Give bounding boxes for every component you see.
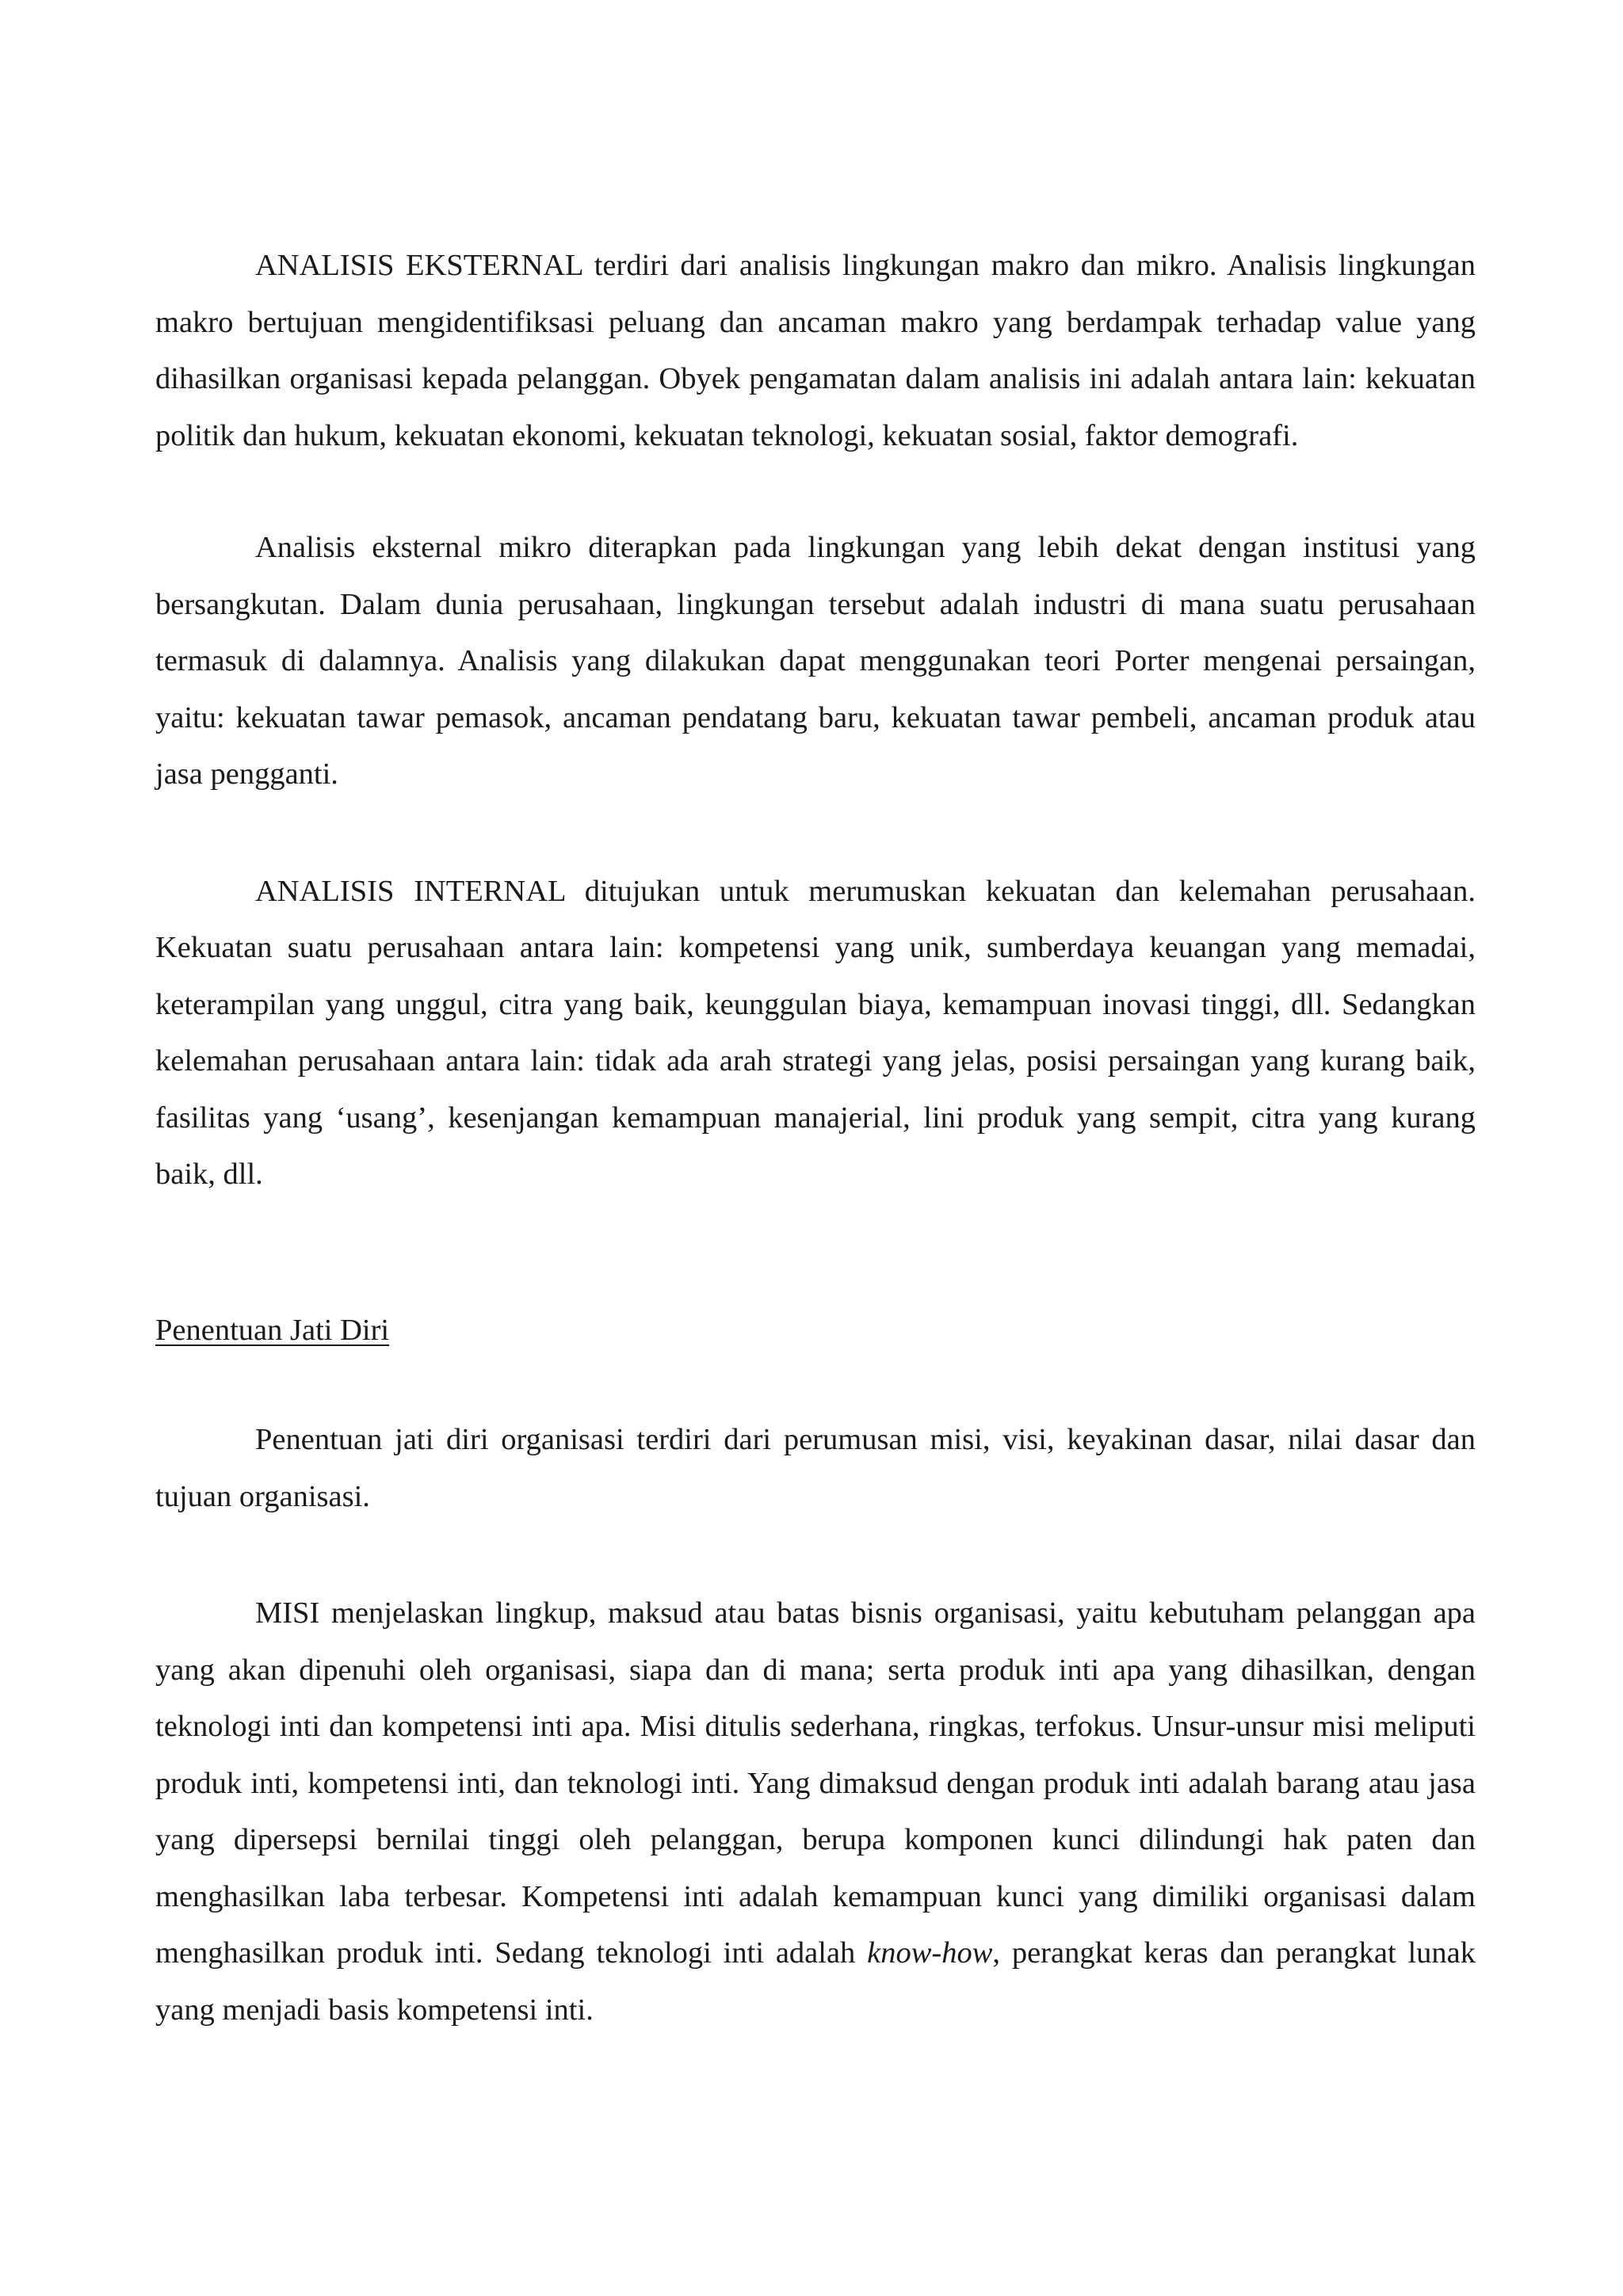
paragraph-analisis-eksternal: ANALISIS EKSTERNAL terdiri dari analisis lingkungan makro dan mikro. Analisis lingkungan makro bertujuan mengidentifiksasi peluang dan ancaman makro yang berdampak terhadap value yang dihasilkan organisasi kepada pelanggan. Obyek pengamatan dalam analisis ini adalah antara lain: kekuatan politik dan hukum, kekuatan ekonomi, kekuatan teknologi, kekuatan sosial, faktor demografi. — [155, 249, 1476, 452]
section-heading-penentuan-jati-diri: Penentuan Jati Diri — [155, 1313, 390, 1347]
document-page — [155, 238, 1476, 2039]
paragraph-analisis-eksternal-mikro: Analisis eksternal mikro diterapkan pada lingkungan yang lebih dekat dengan institusi yang bersangkutan. Dalam dunia perusahaan, lingkungan tersebut adalah industri di mana suatu perusahaan termasuk di dalamnya. Analisis yang dilakukan dapat menggunakan teori Porter mengenai persaingan, yaitu: kekuatan tawar pemasok, ancaman pendatang baru, kekuatan tawar pembeli, ancaman produk atau jasa pengganti. — [155, 531, 1476, 791]
paragraph-misi-italic-term: know-how — [867, 1936, 993, 1970]
paragraph-misi — [155, 1585, 1476, 2039]
paragraph-penentuan-jati-diri: Penentuan jati diri organisasi terdiri dari perumusan misi, visi, keyakinan dasar, nilai dasar dan tujuan organisasi. — [155, 1423, 1476, 1513]
paragraph-misi-text: MISI menjelaskan lingkup, maksud atau batas bisnis organisasi, yaitu kebutuham pelanggan apa yang akan dipenuhi oleh organisasi, siapa dan di mana; serta produk inti apa yang dihasilkan, dengan teknologi inti dan kompetensi inti apa. Misi ditulis sederhana, ringkas, terfokus. Unsur-unsur misi meliputi produk inti, kompetensi inti, dan teknologi inti. Yang dimaksud dengan produk inti adalah barang atau jasa yang dipersepsi bernilai tinggi oleh pelanggan, berupa komponen kunci dilindungi hak paten dan menghasilkan laba terbesar. Kompetensi inti adalah kemampuan kunci yang dimiliki organisasi dalam menghasilkan produk inti. Sedang teknologi inti adalah — [155, 1596, 1476, 1970]
paragraph-misi-text-end: , perangkat keras dan perangkat lunak yang menjadi basis kompetensi inti. — [155, 1936, 1476, 2027]
paragraph-analisis-internal: ANALISIS INTERNAL ditujukan untuk merumuskan kekuatan dan kelemahan perusahaan. Kekuatan suatu perusahaan antara lain: kompetensi yang unik, sumberdaya keuangan yang memadai, keterampilan yang unggul, citra yang baik, keunggulan biaya, kemampuan inovasi tinggi, dll. Sedangkan kelemahan perusahaan antara lain: tidak ada arah strategi yang jelas, posisi persaingan yang kurang baik, fasilitas yang ‘usang’, kesenjangan kemampuan manajerial, lini produk yang sempit, citra yang kurang baik, dll. — [155, 874, 1476, 1191]
